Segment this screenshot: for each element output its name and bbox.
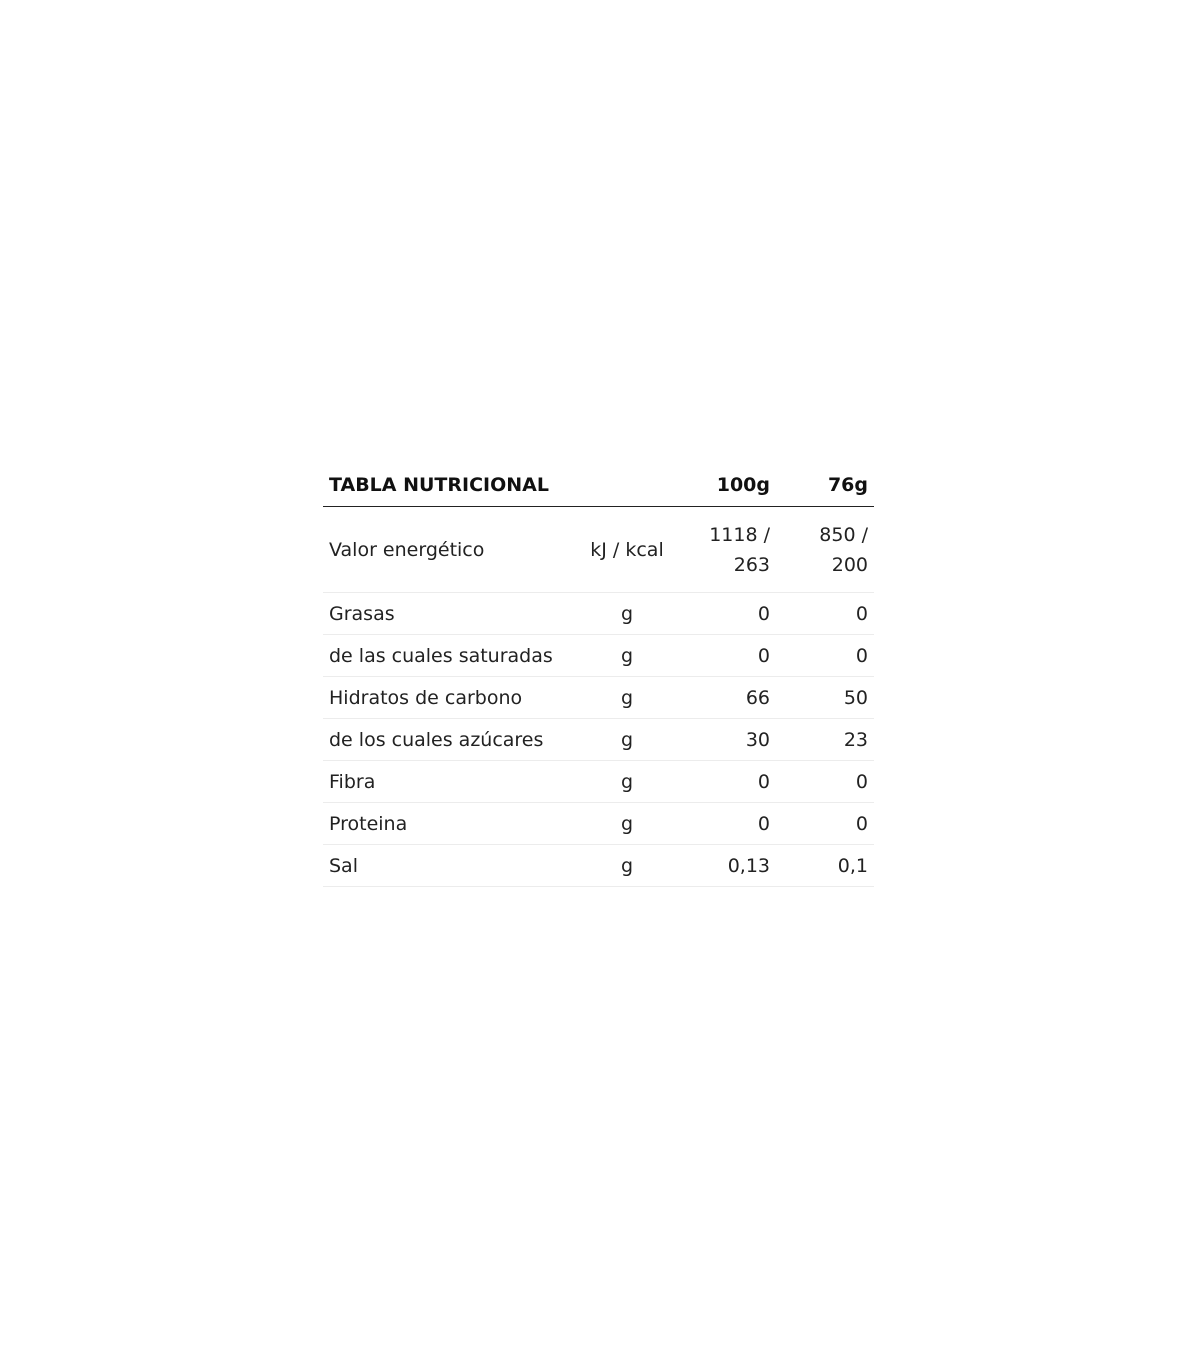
- header-100g: 100g: [716, 474, 770, 496]
- value-portion-line2: 200: [831, 553, 868, 576]
- nutrient-unit: g: [620, 644, 634, 667]
- value-portion: 0: [855, 770, 868, 793]
- value-100g: [684, 520, 776, 580]
- value-100g: 66: [745, 686, 770, 709]
- nutrient-name: de las cuales saturadas: [329, 644, 553, 667]
- value-portion: 0,1: [837, 854, 868, 877]
- value-portion: 0: [855, 644, 868, 667]
- table-header-row: [323, 464, 874, 507]
- value-100g-line2: 263: [733, 553, 770, 576]
- value-100g: 0: [757, 812, 770, 835]
- nutrient-name: Fibra: [329, 770, 376, 793]
- table-row: [323, 845, 874, 887]
- table-row: [323, 593, 874, 635]
- nutrient-unit: g: [620, 854, 634, 877]
- nutrient-unit: g: [620, 686, 634, 709]
- table-row: [323, 803, 874, 845]
- nutrient-name: Grasas: [329, 602, 395, 625]
- value-100g: 30: [745, 728, 770, 751]
- value-100g: 0: [757, 644, 770, 667]
- value-100g: 0: [757, 602, 770, 625]
- nutrient-name: Hidratos de carbono: [329, 686, 523, 709]
- nutrient-unit: g: [620, 812, 634, 835]
- nutrient-unit: g: [620, 770, 634, 793]
- value-portion: [776, 520, 874, 580]
- value-portion: 0: [855, 812, 868, 835]
- table-row: [323, 677, 874, 719]
- value-portion: 0: [855, 602, 868, 625]
- nutrient-unit: kJ / kcal: [590, 538, 664, 561]
- value-100g-line1: 1118 /: [709, 523, 770, 546]
- value-100g: 0,13: [727, 854, 770, 877]
- nutrient-name: Proteina: [329, 812, 408, 835]
- table-title: TABLA NUTRICIONAL: [329, 474, 549, 496]
- value-portion: 23: [843, 728, 868, 751]
- table-row: [323, 635, 874, 677]
- nutrient-name: Valor energético: [329, 538, 485, 561]
- table-row: [323, 507, 874, 593]
- value-100g: 0: [757, 770, 770, 793]
- nutrition-table: [323, 464, 874, 887]
- value-portion-line1: 850 /: [819, 523, 868, 546]
- table-row: [323, 761, 874, 803]
- nutrient-name: Sal: [329, 854, 358, 877]
- nutrient-unit: g: [620, 728, 634, 751]
- header-portion: 76g: [827, 474, 868, 496]
- table-row: [323, 719, 874, 761]
- value-portion: 50: [843, 686, 868, 709]
- nutrient-unit: g: [620, 602, 634, 625]
- nutrient-name: de los cuales azúcares: [329, 728, 544, 751]
